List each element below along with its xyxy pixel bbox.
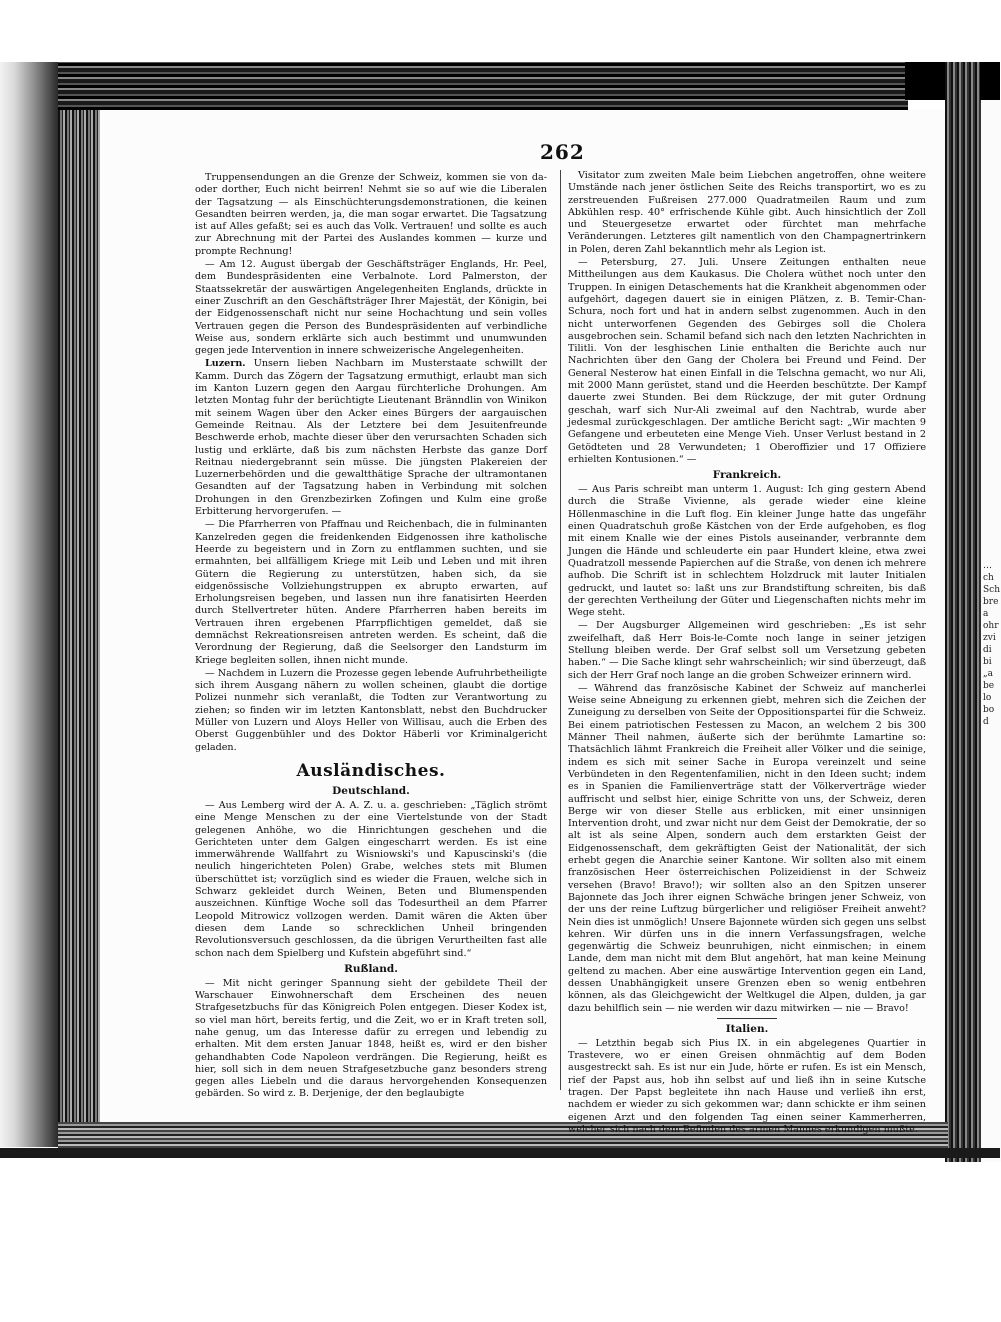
left-column <box>195 172 547 1100</box>
paragraph: — Aus Paris schreibt man unterm 1. August: Ich ging gestern Abend durch die Straße Vivienne, als gerade wieder eine kleine Höllenmaschine in die Luft flog. Ein kleiner Junge hatte das ungefähr einen Quadratschuh große Kästchen von der Erde aufgehoben, es flog mit einem Knalle wie der eines Pistols auseinander, verbrannte dem Jungen die Hände und schleuderte ein paar Hundert kleine, etwa zwei Quadratzoll messende Papierchen auf die Straße, von denen ich mehrere aufhob. Die Schrift ist in schlechtem Holzdruck mit lauter Initialen gedruckt, und lautet so: laßt uns zur Brandstiftung schreiten, bis daß der gerechten Vertheilung der Güter und Liegenschaften nichts mehr im Wege steht. <box>568 484 926 619</box>
paragraph: — Mit nicht geringer Spannung sieht der gebildete Theil der Warschauer Einwohnerschaft dem Erscheinen des neuen Strafgesetzbuchs für das Königreich Polen entgegen. Dieser Kodex ist, so viel man hört, bereits fertig, und die Zeit, wo er in Kraft treten soll, nahe genug, um das Interesse dafür zu erregen und lebendig zu erhalten. Mit dem ersten Januar 1848, heißt es, wird er den bisher gehandhabten Code Napoleon verdrängen. Die Regierung, heißt es hier, soll sich in dem neuen Strafgesetzbuche ganz besonders streng gegen alles Liebeln und die daraus hervorgehenden Konsequenzen gebärden. So wird z. B. Derjenige, der den beglaubigte <box>195 977 547 1100</box>
paragraph: — Die Pfarrherren von Pfaffnau und Reichenbach, die in fulminanten Kanzelreden gegen die freidenkenden Eidgenossen ihre katholische Heerde zu begeistern und in Zorn zu entflammen suchten, und sie ermahnten, bei allfälligem Kriege mit Leib und Leben und mit ihren Gütern die Regierung zu unterstützen, haben sich, da sie eidgenössische Vollziehungstruppen ex abrupto erwarten, auf Erholungsreisen begeben, und lassen nun ihre fanatisirten Heerden durch Stellvertreter hüten. Andere Pfarrherren haben bereits im Vertrauen ihren ergebenen Pfarrpflichtigen gemeldet, daß sie demnächst Rekreationsreisen antreten werden. Es scheint, daß die Verordnung der Regierung, daß die Seelsorger den Landsturm im Kriege begleiten sollen, ihnen nicht munde. <box>195 519 547 666</box>
paragraph: — Der Augsburger Allgemeinen wird geschrieben: „Es ist sehr zweifelhaft, daß Herr Bois-le-Comte noch lange in seiner jetzigen Stellung bleiben werde. Der Graf selbst soll um Versetzung gebeten haben.“ — Die Sache klingt sehr wahrscheinlich; wir sind überzeugt, daß sich der Herr Graf noch lange an die groben Schweizer erinnern wird. <box>568 620 926 681</box>
next-page-text-fragments: …ch Sch bre a ohr zvi di bi „a be lo bo d <box>983 561 1001 727</box>
luzern-paragraph <box>195 358 547 518</box>
book-page-edges-right <box>945 62 980 1162</box>
scan-background-top <box>0 0 1000 62</box>
paragraph: — Während das französische Kabinet der Schweiz auf mancherlei Weise seine Abneigung zu erkennen giebt, mehren sich die Zeichen der Zuneigung zu derselben von Seite der Oppositionspartei für die Schweiz. Bei einem patriotischen Festessen zu Macon, an welchem 2 bis 300 Männer Theil nahmen, äußerte sich der berühmte Lamartine so: Thatsächlich lähmt Frankreich die Freiheit aller Völker und die seinige, indem es sich mit seiner Sache in Europa vereinzelt und seine Verbündeten in den Regentenfamilien, nicht in den Ideen sucht; indem es in Spanien die Familienverträge statt der Völkerverträge wieder auffrischt und selbst hier, einige Schritte von uns, der Schweiz, deren Berge wir von dieser Stelle aus erblicken, mit einer unsinnigen Intervention droht, und zwar nicht nur dem Geist der Demokratie, der so alt ist als seine Alpen, sondern auch dem erstarkten Geist der Eidgenossenschaft, dem gekräftigten Geist der Nationalität, der sich erhebt gegen die Anarchie seiner Kantone. Wir sollten also mit einem französischen Heer österreichischen Polizeidienst in der Schweiz versehen (Bravo! Bravo!); wir sollten also an den Spitzen unserer Bajonnete das Joch ihrer eignen Schwäche bringen jener Schweiz, von der uns der reine Luftzug bürgerlicher und religiöser Freiheit anweht? Nein dies ist unmöglich! Unsere Bajonnete würden sich gegen uns selbst kehren. Wir dürfen uns in die innern Verfassungsfragen, welche gegenwärtig die Schweiz beunruhigen, nicht einmischen; in einem Lande, dem man nicht mit dem Blut angehört, hat man keine Meinung geltend zu machen. Aber eine auswärtige Intervention gegen ein Land, dessen Unabhängigkeit unsere Grenzen eben so wenig entbehren können, als das Gleichgewicht der Weltkugel die Alpen, dulden, ja gar dazu behilflich sein — nie werden wir dazu mitwirken — nie — Bravo! <box>568 682 926 1014</box>
russland-heading: Rußland. <box>344 962 398 975</box>
page-number: 262 <box>540 140 585 164</box>
paragraph: — Aus Lemberg wird der A. A. Z. u. a. geschrieben: „Täglich strömt eine Menge Menschen zu der eine Viertelstunde von der Stadt gelegenen Anhöhe, wo die Hinrichtungen geschehen und die Gerichteten unter dem Galgen eingescharrt werden. Es ist eine immerwährende Wallfahrt zu Wisniowski's und Kapuscinski's (die neulich hingerichteten Polen) Grabe, welches stets mit Blumen überschüttet ist; vorzüglich sind es wieder die Frauen, welche sich in Schwarz gekleidet durch Weinen, Beten und Blumenspenden auszeichnen. Künftige Woche soll das Todesurtheil an dem Pfarrer Leopold Mitrowicz vollzogen werden. Damit wären die Akten über diesen dem Lande so schrecklichen Unheil bringenden Revolutionsversuch geschlossen, da die übrigen Verurtheilten fast alle schon nach dem Spielberg und Kufstein abgeführt sind.“ <box>195 799 547 959</box>
book-page-edges-left <box>58 62 100 1147</box>
luzern-text: Unsern lieben Nachbarn im Musterstaate schwillt der Kamm. Durch das Zögern der Tagsatzung ermuthigt, erlaubt man sich im Kanton Luzern gegen den Aargau fürchterliche Drohungen. Am letzten Montag fuhr der berüchtigte Lieutenant Bränndlin von Winikon mit seinem Wagen über den Acker eines Bürgers der aargauischen Gemeinde Reitnau. Als der Letztere bei dem Jesuitenfreunde Beschwerde erhob, machte dieser über den verursachten Schaden sich lustig und erklärte, daß bis zum nächsten Herbste das ganze Dorf Reitnau niedergebrannt sein müsse. Die jüngsten Plakereien der Luzernerbehörden und die gewaltthätige Sprache der ultramontanen Gesandten auf der Tagsatzung haben in Verbindung mit solchen Drohungen in den Grenzbezirken Zofingen und Kulm eine große Erbitterung hervorgerufen. — <box>195 358 547 518</box>
frankreich-heading: Frankreich. <box>712 469 782 482</box>
column-divider <box>560 170 561 1090</box>
divider <box>717 1018 777 1019</box>
italien-heading: Italien. <box>725 1022 769 1035</box>
paragraph: — Nachdem in Luzern die Prozesse gegen lebende Aufruhrbetheiligte sich ihrem Ausgang nähern zu wollen scheinen, glaubt die dortige Polizei nunmehr sich veranlaßt, die Todten zur Verantwortung zu ziehen; so finden wir im letzten Kantonsblatt, nebst den Buchdrucker Müller von Luzern und Aloys Heller von Willisau, auch die Erben des Oberst Guggenbühler und des Doktor Häberli vor Kriminalgericht geladen. <box>195 667 547 753</box>
right-column <box>568 170 926 1135</box>
paragraph: — Am 12. August übergab der Geschäftsträger Englands, Hr. Peel, dem Bundespräsidenten eine Verbalnote. Lord Palmerston, der Staatssekretär der auswärtigen Angelegenheiten Englands, drückte in einer Zuschrift an den Geschäftsträger Ihrer Majestät, der Königin, bei der Eidgenossenschaft nicht nur seine Hochachtung und sein volles Vertrauen gegen die Person des Bundespräsidenten auf verbindliche Weise aus, sondern erklärte sich auch bestimmt und unumwunden gegen jede Intervention in innere schweizerische Angelegenheiten. <box>195 259 547 357</box>
scan-bottom-border <box>0 1148 1000 1158</box>
newspaper-page <box>100 110 945 1135</box>
deutschland-heading: Deutschland. <box>332 784 410 797</box>
paragraph: Visitator zum zweiten Male beim Liebchen angetroffen, ohne weitere Umstände nach jener östlichen Seite des Reichs transportirt, wo es zu zerstreuenden Fußreisen 277.000 Quadratmeilen Raum und zum Abkühlen resp. 40° erfrischende Kühle gibt. Auch hinsichtlich der Zoll und Steuergesetze erwartet oder fürchtet man mehrfache Veränderungen. Letzteres gilt namentlich von den Champagnertrinkern in Polen, deren Zahl bekanntlich mehr als Legion ist. <box>568 170 926 255</box>
book-binding-shadow <box>0 62 58 1147</box>
paragraph: — Letzthin begab sich Pius IX. in ein abgelegenes Quartier in Trastevere, wo er einen Greisen ohnmächtig auf dem Boden ausgestreckt sah. Es ist nur ein Jude, hörte er rufen. Es ist ein Mensch, rief der Papst aus, hob ihn selbst auf und ließ ihn in seine Kutsche tragen. Der Papst begleitete ihn nach Hause und verließ ihn erst, nachdem er wieder zu sich gekommen war; dann schickte er ihm seinen eigenen Arzt und den folgenden Tag einen seiner Kammerherren, welcher sich nach dem Befinden des armen Mannes erkundigen mußte. <box>568 1037 926 1135</box>
paragraph: — Petersburg, 27. Juli. Unsere Zeitungen enthalten neue Mittheilungen aus dem Kaukasus. Die Cholera wüthet noch unter den Truppen. In einigen Detaschements hat die Krankheit abgenommen oder aufgehört, dagegen dauert sie in einigen Plätzen, z. B. Temir-Chan-Schura, noch fort und hat in andern selbst zugenommen. Auch in den nicht unterworfenen Gegenden des Gebirges soll die Cholera ausgebrochen sein. Schamil befand sich nach den letzten Nachrichten in Tilitli. Von der lesghischen Linie enthalten die Berichte auch nur Nachrichten über den Gang der Cholera bei Freund und Feind. Der General Nesterow hat einen Einfall in die Telschna gemacht, wo nur Ali, mit 2000 Mann gerüstet, stand und die Heerden beschützte. Der Kampf dauerte zwei Stunden. Bei dem Rückzuge, der mit guter Ordnung geschah, warf sich Nur-Ali zweimal auf den Nachtrab, wurde aber jedesmal zurückgeschlagen. Der amtliche Bericht sagt: „Wir machten 9 Gefangene und erbeuteten eine Menge Vieh. Unser Verlust bestand in 2 Getödteten und 28 Verwundeten; 1 Oberoffizier und 17 Offiziere erhielten Kontusionen.“ — <box>568 257 926 465</box>
paragraph: Truppensendungen an die Grenze der Schweiz, kommen sie von da- oder dorther, Euch nicht beirren! Nehmt sie so auf wie die Liberalen der Tagsatzung — als Einschüchterungsdemonstrationen, die keinen Gesandten beirren werden, ja, die man sogar erwartet. Die Tagsatzung ist auf Alles gefaßt; sei es auch das Volk. Vertrauen! und sollte es auch zur Abrechnung mit der Partei des Auslandes kommen — kurze und prompte Rechnung! <box>195 172 547 257</box>
luzern-lead: Luzern. <box>205 358 246 370</box>
section-title: Ausländisches. <box>296 760 446 781</box>
book-page-edges-top <box>58 62 908 110</box>
